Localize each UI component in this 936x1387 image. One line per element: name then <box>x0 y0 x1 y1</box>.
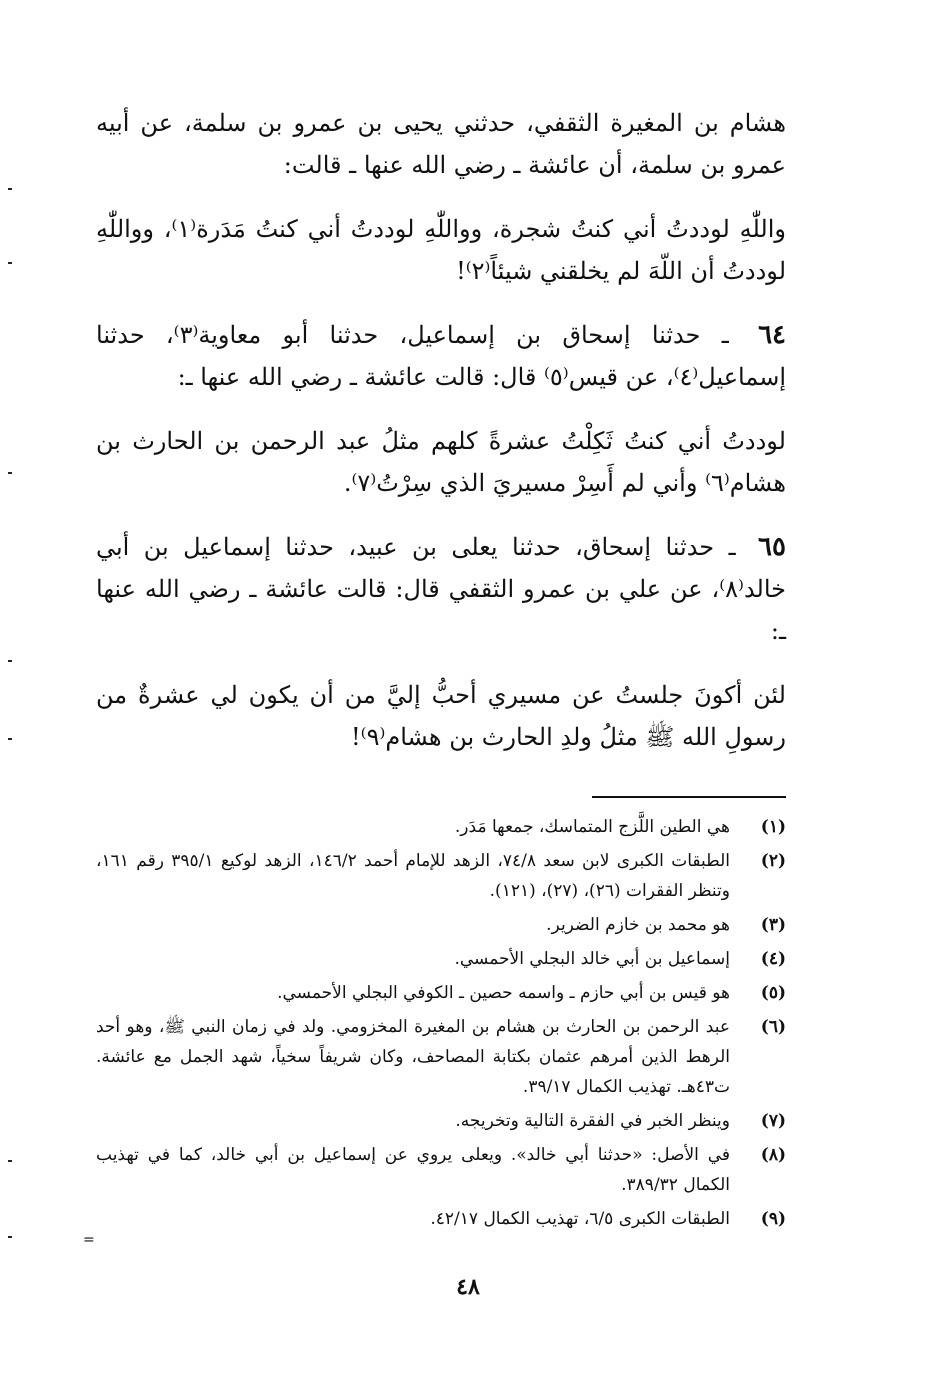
margin-symbol: = <box>83 1232 95 1248</box>
footnote-item <box>96 1204 786 1234</box>
footnote-item <box>96 944 786 974</box>
footnote-text: في الأصل: «حدثنا أبي خالد». ويعلى يروي عن إسماعيل بن أبي خالد، كما في تهذيب الكمال ٣٨٩/٣٢. <box>96 1145 730 1195</box>
footnote-text: هو محمد بن خازم الضرير. <box>546 915 730 935</box>
hadith-number: ٦٥ <box>758 532 786 562</box>
scan-mark <box>8 1160 12 1162</box>
footnotes-list <box>96 812 786 1238</box>
footnote-item <box>96 1012 786 1102</box>
scan-mark <box>8 472 12 474</box>
footnote-text: إسماعيل بن أبي خالد البجلي الأحمسي. <box>454 949 730 969</box>
footnote-number: (٦) <box>760 1017 786 1037</box>
footnote-text: الطبقات الكبرى ٦/٥، تهذيب الكمال ٤٢/١٧. <box>430 1209 730 1229</box>
footnote-text: الطبقات الكبرى لابن سعد ٧٤/٨، الزهد للإمام أحمد ١٤٦/٢، الزهد لوكيع ٣٩٥/١ رقم ١٦١، وتنظر الفقرات (٢٦)، (٢٧)، (١٢١). <box>96 851 730 901</box>
footnote-number: (٥) <box>760 983 786 1003</box>
scan-mark <box>8 738 12 740</box>
paragraph-text: ـ حدثنا إسحاق، حدثنا يعلى بن عبيد، حدثنا إسماعيل بن أبي خالد⁽٨⁾، عن علي بن عمرو الثقفي قال: قالت عائشة ـ رضي الله عنها ـ: <box>96 533 786 645</box>
scan-mark <box>8 262 12 264</box>
paragraph-text: واللّٰهِ لوددتُ أني كنتُ شجرة، وواللّٰهِ لوددتُ أني كنتُ مَدَرة⁽١⁾، وواللّٰهِ لوددتُ أن اللّهَ لم يخلقني شيئاً⁽٢⁾! <box>96 215 786 285</box>
scan-mark <box>8 188 12 190</box>
page-number: ٤٨ <box>456 1274 480 1300</box>
footnote-number: (٧) <box>760 1111 786 1131</box>
footnote-number: (٨) <box>760 1145 786 1165</box>
paragraph-text: هشام بن المغيرة الثقفي، حدثني يحيى بن عمرو بن سلمة، عن أبيه عمرو بن سلمة، أن عائشة ـ رضي الله عنها ـ قالت: <box>96 109 786 179</box>
scan-mark <box>8 660 12 662</box>
paragraph-text: ـ حدثنا إسحاق بن إسماعيل، حدثنا أبو معاوية⁽٣⁾، حدثنا إسماعيل⁽٤⁾، عن قيس⁽٥⁾ قال: قالت عائشة ـ رضي الله عنها ـ: <box>96 321 786 391</box>
footnote-number: (٤) <box>760 949 786 969</box>
paragraph-isnad-intro <box>96 102 786 186</box>
paragraph-text: لوددتُ أني كنتُ ثَكِلْتُ عشرةً كلهم مثلُ عبد الرحمن بن الحارث بن هشام⁽٦⁾ وأني لم أَسِرْ مسيريَ الذي سِرْتُ⁽٧⁾. <box>96 427 786 497</box>
footnote-text: عبد الرحمن بن الحارث بن هشام بن المغيرة المخزومي. ولد في زمان النبي ﷺ، وهو أحد الرهط الذين أمرهم عثمان بكتابة المصاحف، وكان شريفاً سخياً، شهد الجمل مع عائشة. ت٤٣هـ. تهذيب الكمال ٣٩/١٧. <box>96 1017 730 1097</box>
footnote-item <box>96 846 786 906</box>
footnote-number: (١) <box>760 817 786 837</box>
footnote-item <box>96 1140 786 1200</box>
paragraph-quote-1 <box>96 208 786 292</box>
footnote-item <box>96 978 786 1008</box>
paragraph-hadith-64 <box>96 314 786 398</box>
footnote-text: وينظر الخبر في الفقرة التالية وتخريجه. <box>455 1111 730 1131</box>
footnote-number: (٣) <box>760 915 786 935</box>
footnote-divider <box>592 796 786 798</box>
footnote-item <box>96 910 786 940</box>
footnote-item <box>96 1106 786 1136</box>
footnote-number: (٩) <box>760 1209 786 1229</box>
footnote-text: هو قيس بن أبي حازم ـ واسمه حصين ـ الكوفي البجلي الأحمسي. <box>277 983 730 1003</box>
footnote-number: (٢) <box>760 851 786 871</box>
footnote-item <box>96 812 786 842</box>
paragraph-hadith-65 <box>96 526 786 652</box>
hadith-number: ٦٤ <box>758 320 786 350</box>
scan-mark <box>8 1236 12 1238</box>
paragraph-quote-3 <box>96 674 786 758</box>
paragraph-quote-2 <box>96 420 786 504</box>
footnote-text: هي الطين اللَّزج المتماسك، جمعها مَدَر. <box>454 817 730 837</box>
paragraph-text: لئن أكونَ جلستُ عن مسيري أحبُّ إليَّ من أن يكون لي عشرةٌ من رسولِ الله ﷺ مثلُ ولدِ الحارث بن هشام⁽٩⁾! <box>96 681 786 751</box>
